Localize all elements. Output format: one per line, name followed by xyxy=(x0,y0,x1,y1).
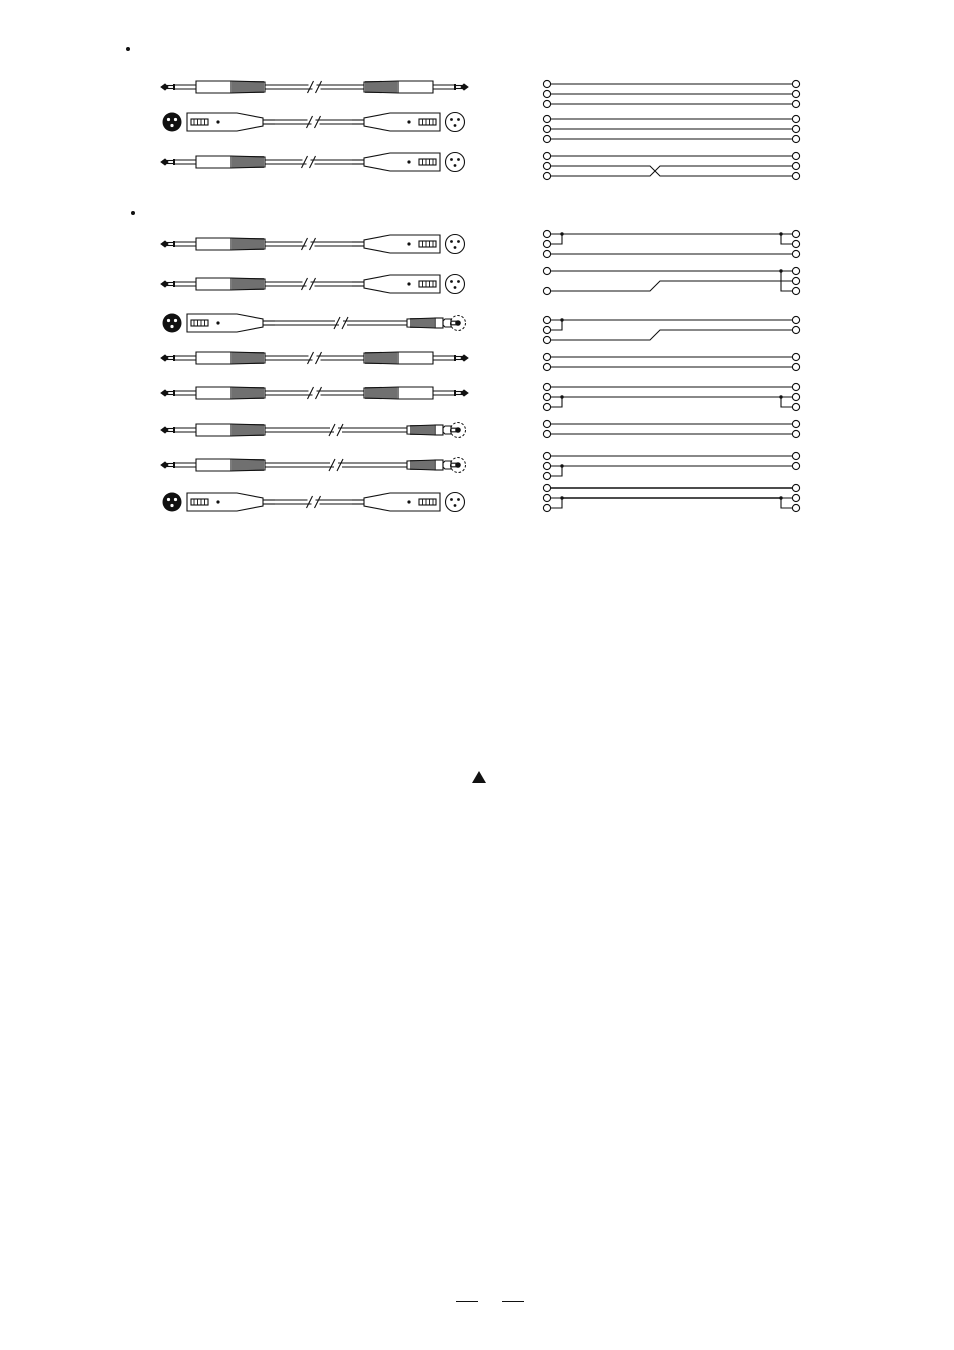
terminal-right xyxy=(792,504,799,511)
terminal-left xyxy=(543,172,550,179)
terminal-left xyxy=(543,383,550,390)
terminal-right xyxy=(792,172,799,179)
terminal-right xyxy=(792,353,799,360)
terminal-left xyxy=(543,90,550,97)
terminal-left xyxy=(543,462,550,469)
wiring-row-2-2 xyxy=(543,267,799,294)
terminal-right xyxy=(792,420,799,427)
terminal-left xyxy=(543,420,550,427)
terminal-right xyxy=(792,135,799,142)
junction-dot xyxy=(560,464,563,467)
terminal-left xyxy=(543,484,550,491)
bridge-right xyxy=(781,498,792,508)
terminal-left xyxy=(543,267,550,274)
junction-dot xyxy=(560,496,563,499)
terminal-left xyxy=(543,472,550,479)
wire xyxy=(551,281,792,291)
wiring-row-2-7 xyxy=(543,452,799,479)
terminal-left xyxy=(543,100,550,107)
wire xyxy=(551,330,792,340)
wiring-row-2-6 xyxy=(543,420,799,437)
terminal-left xyxy=(543,240,550,247)
terminal-left xyxy=(543,162,550,169)
terminal-right xyxy=(792,125,799,132)
terminal-left xyxy=(543,287,550,294)
terminal-right xyxy=(792,162,799,169)
junction-dot xyxy=(779,232,782,235)
terminal-left xyxy=(543,152,550,159)
junction-dot xyxy=(779,269,782,272)
terminal-right xyxy=(792,230,799,237)
terminal-right xyxy=(792,100,799,107)
terminal-left xyxy=(543,250,550,257)
junction-dot xyxy=(560,232,563,235)
junction-dot xyxy=(779,395,782,398)
bridge-left xyxy=(551,234,562,244)
terminal-right xyxy=(792,277,799,284)
wiring-row-1-2 xyxy=(543,115,799,142)
terminal-right xyxy=(792,90,799,97)
wiring-row-2-1 xyxy=(543,230,799,257)
terminal-left xyxy=(543,125,550,132)
terminal-right xyxy=(792,393,799,400)
terminal-right xyxy=(792,267,799,274)
terminal-right xyxy=(792,383,799,390)
bridge-right xyxy=(781,397,792,407)
terminal-right xyxy=(792,316,799,323)
terminal-left xyxy=(543,403,550,410)
terminal-right xyxy=(792,430,799,437)
bridge-left xyxy=(551,397,562,407)
wire xyxy=(551,166,792,176)
wiring-row-1-3 xyxy=(543,152,799,179)
junction-dot xyxy=(560,395,563,398)
terminal-left xyxy=(543,80,550,87)
terminal-left xyxy=(543,115,550,122)
terminal-left xyxy=(543,135,550,142)
terminal-right xyxy=(792,462,799,469)
terminal-right xyxy=(792,80,799,87)
terminal-left xyxy=(543,363,550,370)
terminal-left xyxy=(543,316,550,323)
footer-rule-left xyxy=(456,1301,478,1302)
terminal-right xyxy=(792,452,799,459)
terminal-left xyxy=(543,452,550,459)
terminal-left xyxy=(543,230,550,237)
bridge-left xyxy=(551,466,562,476)
terminal-right xyxy=(792,363,799,370)
terminal-right xyxy=(792,240,799,247)
terminal-left xyxy=(543,430,550,437)
wiring-row-2-5 xyxy=(543,383,799,410)
terminal-right xyxy=(792,403,799,410)
terminal-right xyxy=(792,152,799,159)
terminal-right xyxy=(792,494,799,501)
wiring-row-2-3 xyxy=(543,316,799,343)
terminal-left xyxy=(543,504,550,511)
terminal-right xyxy=(792,484,799,491)
terminal-left xyxy=(543,393,550,400)
terminal-right xyxy=(792,287,799,294)
bridge-left xyxy=(551,320,562,330)
junction-dot xyxy=(779,496,782,499)
wiring-diagrams xyxy=(0,0,954,540)
wiring-row-2-4 xyxy=(543,353,799,370)
terminal-left xyxy=(543,353,550,360)
warning-triangle-icon xyxy=(472,771,486,783)
junction-dot xyxy=(560,318,563,321)
terminal-left xyxy=(543,326,550,333)
terminal-left xyxy=(543,494,550,501)
wiring-row-2-8 xyxy=(543,484,799,511)
bridge-left xyxy=(551,498,562,508)
terminal-right xyxy=(792,115,799,122)
bridge-right xyxy=(781,234,792,244)
terminal-right xyxy=(792,250,799,257)
terminal-left xyxy=(543,336,550,343)
wiring-row-1-1 xyxy=(543,80,799,107)
wire xyxy=(551,166,792,176)
terminal-right xyxy=(792,326,799,333)
footer-rule-right xyxy=(502,1301,524,1302)
